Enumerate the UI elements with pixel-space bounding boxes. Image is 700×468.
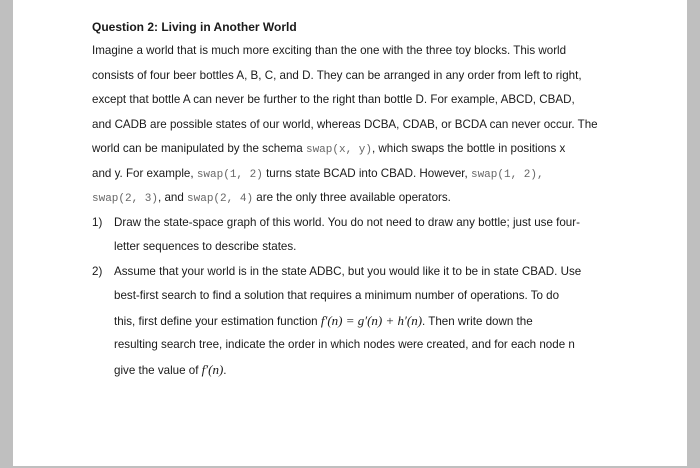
question-title: Question 2: Living in Another World xyxy=(92,20,297,34)
intro-line-1: Imagine a world that is much more exciting than the one with the three toy blocks. This world xyxy=(92,44,567,57)
task-number: 2) xyxy=(92,264,103,278)
intro-line-6 xyxy=(92,162,632,187)
f-prime-formula: f′(n) xyxy=(201,361,224,377)
intro-text: world can be manipulated by the schema xyxy=(92,142,306,155)
task-2-line-3 xyxy=(114,309,632,334)
swap-schema-code: swap(x, y) xyxy=(305,144,372,156)
task-item-1 xyxy=(92,211,632,260)
task-2-line-4: resulting search tree, indicate the order in which nodes were created, and for each node n xyxy=(114,338,575,351)
task-2-line-5 xyxy=(114,358,632,383)
task-item-2 xyxy=(92,260,632,383)
task-2-line-1: Assume that your world is in the state ADBC, but you would like it to be in state CBAD. Use xyxy=(114,264,582,278)
intro-text: turns state BCAD into CBAD. However, xyxy=(262,166,471,180)
intro-line-7 xyxy=(92,186,632,211)
task-text: give the value of xyxy=(114,363,202,377)
task-text: . Then write down the xyxy=(422,314,533,328)
intro-line-2: consists of four beer bottles A, B, C, and D. They can be arranged in any order from left to right, xyxy=(92,68,582,82)
question-document xyxy=(92,15,632,382)
task-text: this, first define your estimation function xyxy=(114,314,321,328)
swap-1-2-code: swap(1, 2), xyxy=(470,168,544,181)
intro-line-4: and CADB are possible states of our world, whereas DCBA, CDAB, or BCDA can never occur. The xyxy=(92,117,598,131)
task-text: . xyxy=(223,363,227,377)
task-number: 1) xyxy=(92,215,103,229)
task-1-line-2: letter sequences to describe states. xyxy=(114,240,297,253)
swap-2-3-code: swap(2, 3) xyxy=(92,193,159,205)
task-1-line-1: Draw the state-space graph of this world. You do not need to draw any bottle; just use four- xyxy=(114,215,580,229)
intro-text: , which swaps the bottle in positions x xyxy=(371,142,566,155)
intro-text: and y. For example, xyxy=(92,166,197,180)
intro-text: , and xyxy=(158,191,188,204)
estimation-function-formula: f′(n) = g′(n) + h′(n) xyxy=(320,312,423,328)
intro-line-3: except that bottle A can never be further to the right than bottle D. For example, ABCD, CBAD, xyxy=(92,93,575,106)
intro-text: are the only three available operators. xyxy=(253,191,451,204)
task-2-line-2: best-first search to find a solution that requires a minimum number of operations. To do xyxy=(114,289,560,302)
swap-2-4-code: swap(2, 4) xyxy=(187,193,254,205)
swap-1-2-code: swap(1, 2) xyxy=(196,168,263,181)
intro-line-5 xyxy=(92,137,632,162)
